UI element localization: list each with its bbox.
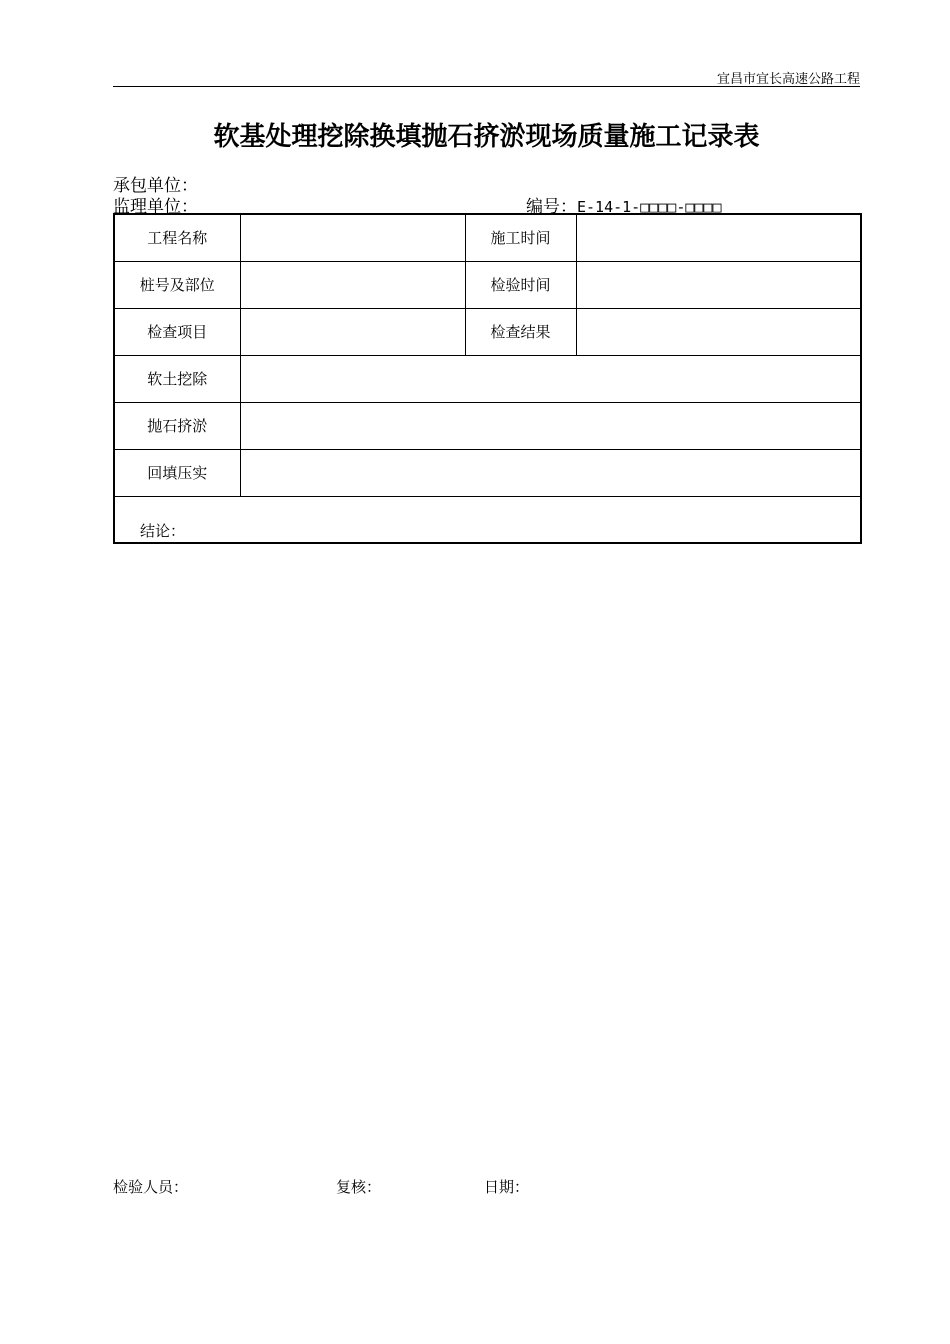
record-table: [113, 213, 862, 544]
soft-soil-excavation-field[interactable]: [240, 355, 861, 402]
construction-time-field[interactable]: [576, 214, 861, 261]
soft-soil-excavation-label: 软土挖除: [114, 355, 240, 402]
riprap-displacement-label: 抛石挤淤: [114, 402, 240, 449]
check-item-field[interactable]: [240, 308, 465, 355]
station-label: 桩号及部位: [114, 261, 240, 308]
table-row: [114, 496, 861, 543]
table-row: [114, 261, 861, 308]
construction-time-label: 施工时间: [465, 214, 576, 261]
date-label: 日期：: [484, 1178, 530, 1196]
inspection-time-label: 检验时间: [465, 261, 576, 308]
form-code-label: 编号：: [526, 197, 577, 217]
page-title: 软基处理挖除换填抛石挤淤现场质量施工记录表: [213, 122, 760, 152]
project-note: 宜昌市宜长高速公路工程: [716, 72, 860, 87]
contractor-label: 承包单位：: [113, 176, 198, 196]
review-label: 复核：: [336, 1178, 382, 1196]
form-code-value: E-14-1-□□□□-□□□□: [577, 198, 722, 216]
table-row: [114, 449, 861, 496]
header-divider: [113, 86, 860, 87]
table-row: [114, 308, 861, 355]
inspector-label: 检验人员：: [113, 1178, 189, 1196]
project-name-label: 工程名称: [114, 214, 240, 261]
table-row: [114, 214, 861, 261]
table-row: [114, 402, 861, 449]
table-row: [114, 355, 861, 402]
station-field[interactable]: [240, 261, 465, 308]
conclusion-label: 结论：: [140, 521, 186, 540]
check-result-label: 检查结果: [465, 308, 576, 355]
backfill-compaction-label: 回填压实: [114, 449, 240, 496]
inspection-time-field[interactable]: [576, 261, 861, 308]
check-item-label: 检查项目: [114, 308, 240, 355]
backfill-compaction-field[interactable]: [240, 449, 861, 496]
supervisor-label: 监理单位：: [113, 197, 198, 217]
project-name-field[interactable]: [240, 214, 465, 261]
conclusion-field[interactable]: [114, 496, 861, 543]
check-result-field[interactable]: [576, 308, 861, 355]
riprap-displacement-field[interactable]: [240, 402, 861, 449]
